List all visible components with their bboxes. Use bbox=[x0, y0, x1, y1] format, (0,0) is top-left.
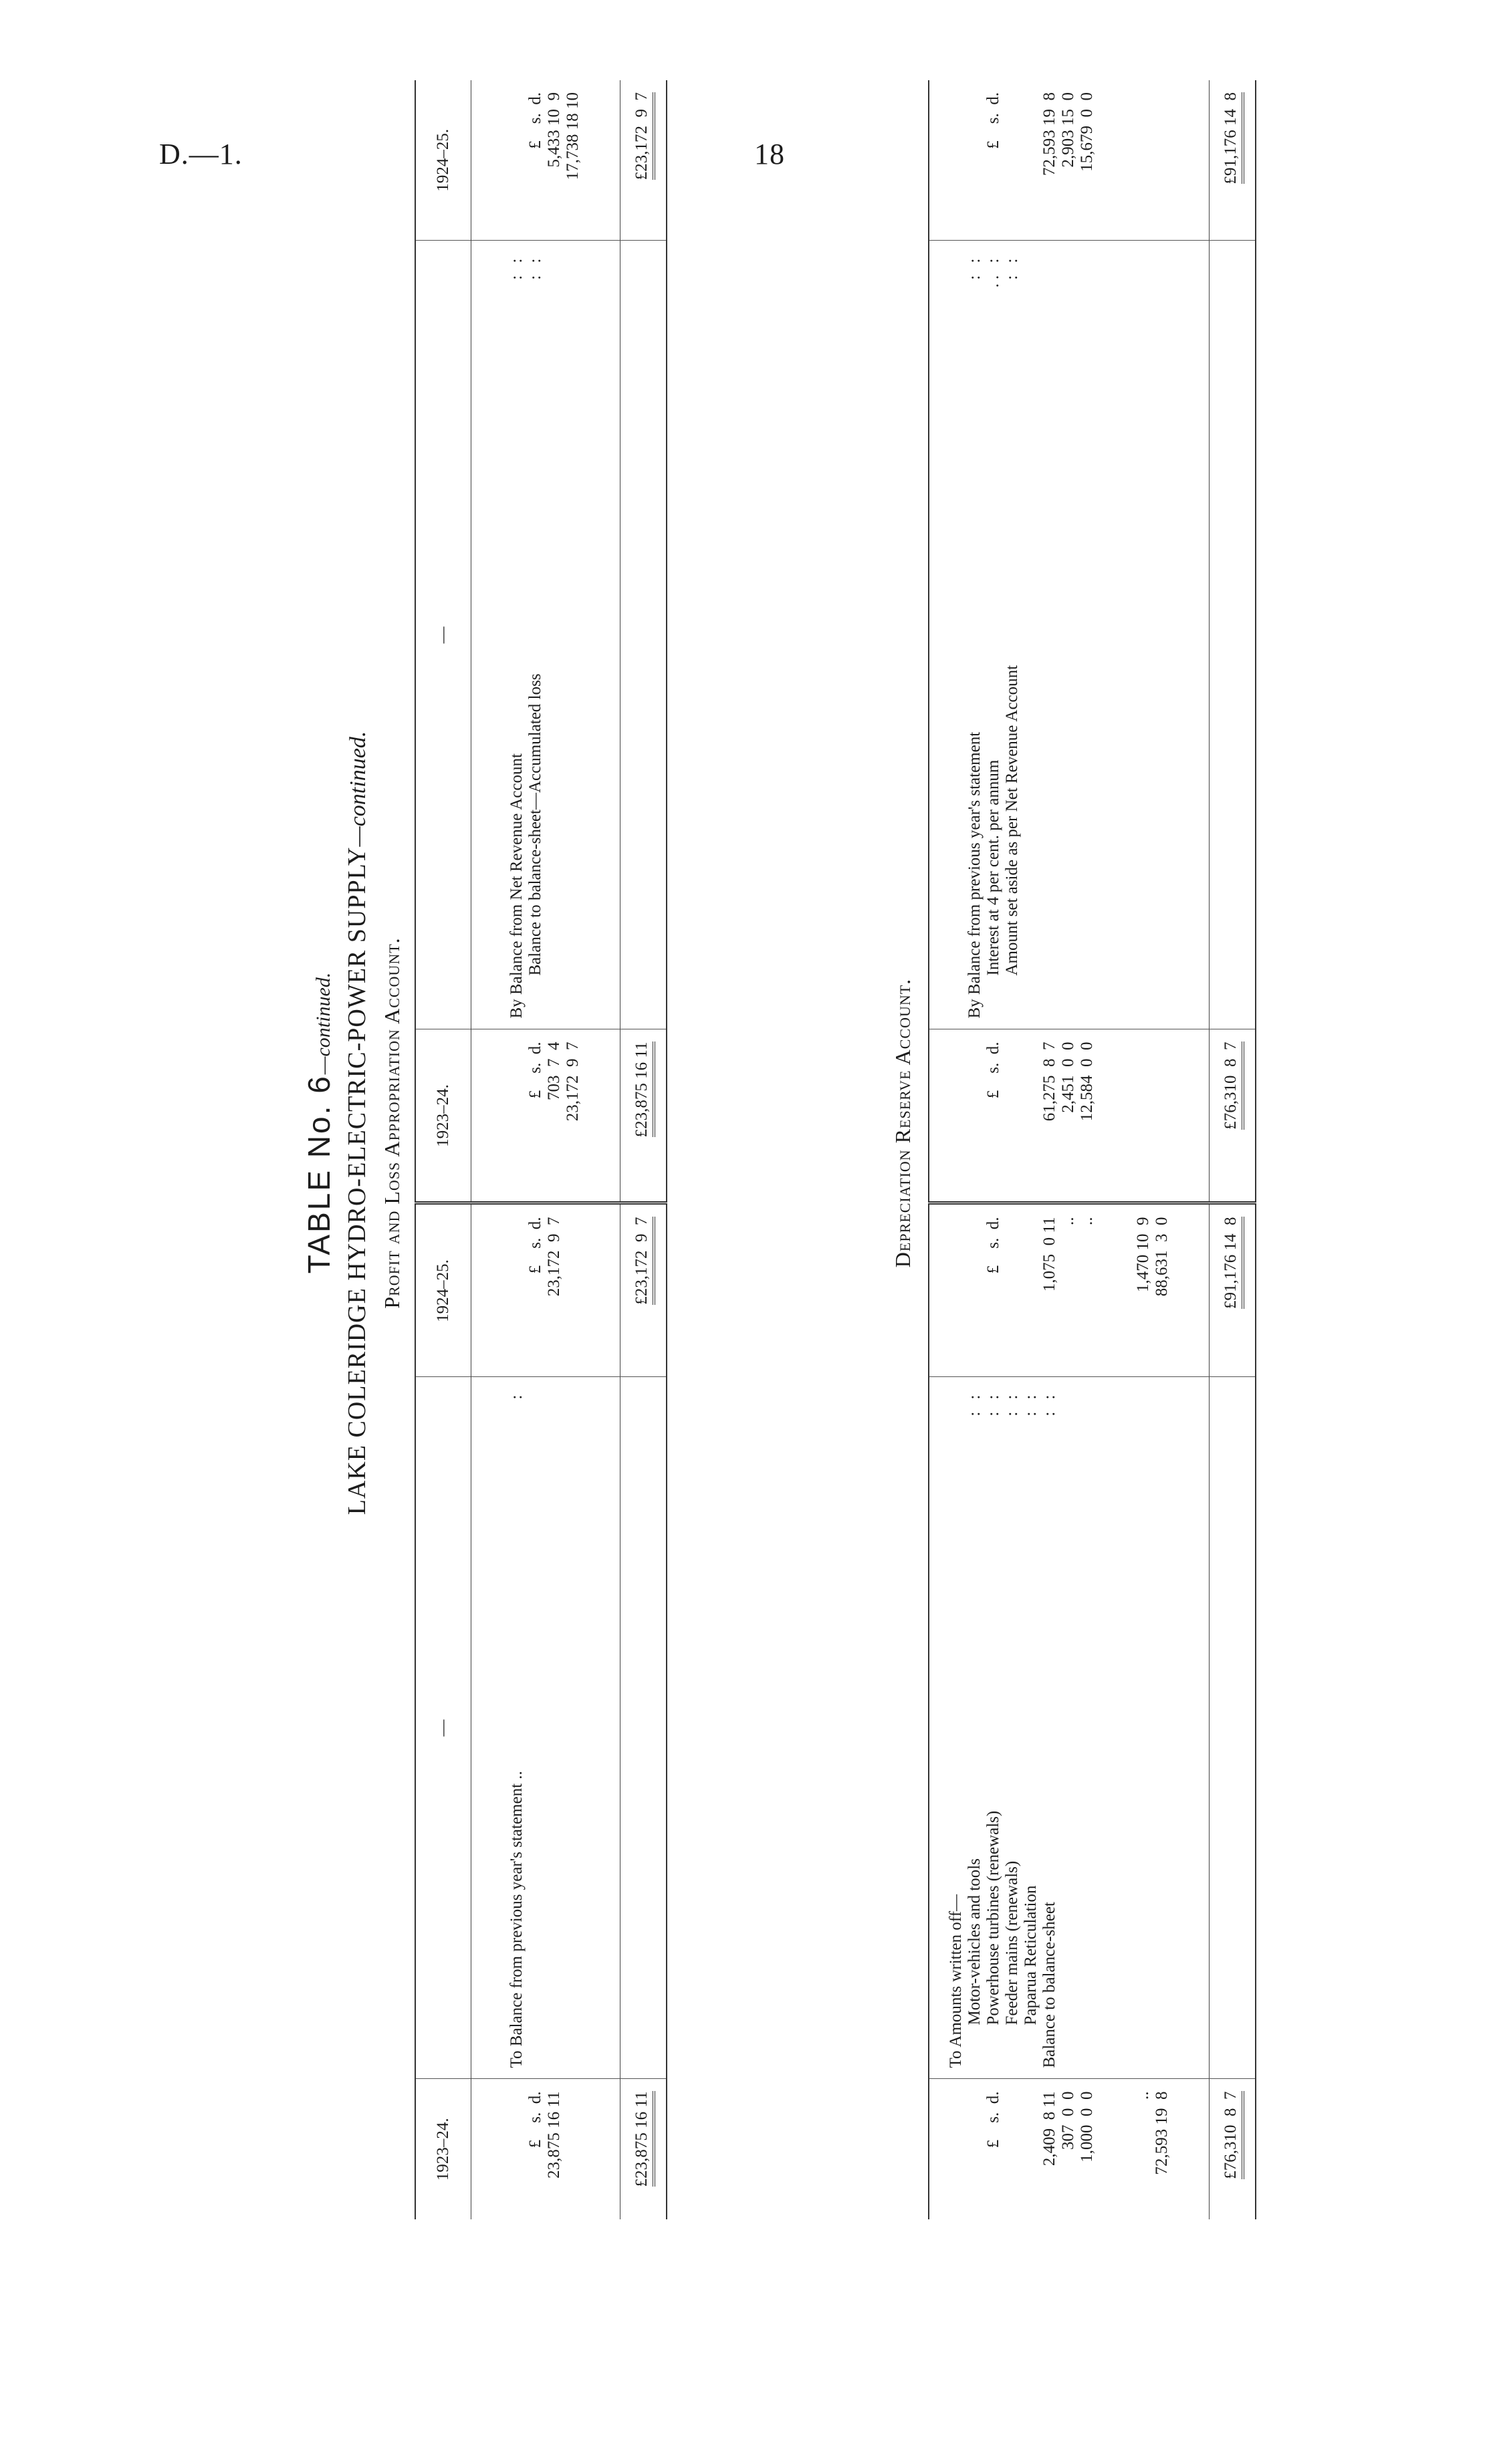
description-cell: By Balance from previous year's statement : : Interest at 4 per cent. per annum .. : Amount set aside as per Net Revenue Account : : bbox=[929, 241, 1210, 1029]
col-header: 1924–25. bbox=[415, 80, 471, 241]
description-cell: By Balance from Net Revenue Account : : Balance to balance-sheet—Accumulated loss : : bbox=[471, 241, 620, 1029]
amount-cell: £ s. d. 23,172 9 7 bbox=[471, 1203, 620, 1377]
col-header: 1923–24. bbox=[415, 2079, 471, 2219]
description-cell: To Balance from previous year's statement .. : bbox=[471, 1377, 620, 2079]
table-row bbox=[929, 80, 1210, 2219]
total-value: £76,310 8 7 bbox=[1220, 2092, 1244, 2179]
amount-cell: £ s. d. 703 7 4 23,172 9 7 bbox=[471, 1029, 620, 1203]
total-value: £91,176 14 8 bbox=[1220, 92, 1244, 184]
supply-title: LAKE COLERIDGE HYDRO-ELECTRIC-POWER SUPPLY—continued. bbox=[343, 731, 371, 1515]
col-header: 1924–25. bbox=[415, 1203, 471, 1377]
col-header: — bbox=[415, 241, 471, 1029]
amount-cell: £ s. d. 2,409 8 11 307 0 0 1,000 0 0 .. 72,593 19 8 bbox=[929, 2079, 1210, 2219]
total-value: £91,176 14 8 bbox=[1220, 1217, 1244, 1310]
depreciation-heading: Depreciation Reserve Account. bbox=[891, 978, 915, 1268]
total-row bbox=[620, 80, 667, 2219]
page-number: 18 bbox=[754, 138, 785, 170]
amount-cell: £ s. d. 61,275 8 7 2,451 0 0 12,584 0 0 bbox=[929, 1029, 1210, 1203]
total-value: £23,875 16 11 bbox=[631, 1042, 655, 1138]
col-header: — bbox=[415, 1377, 471, 2079]
table-header-row bbox=[415, 80, 471, 2219]
rotated-page bbox=[294, 27, 1471, 2219]
col-header: 1923–24. bbox=[415, 1029, 471, 1203]
amount-cell: £ s. d. 23,875 16 11 bbox=[471, 2079, 620, 2219]
table-title: TABLE No. 6—continued. bbox=[302, 972, 336, 1274]
table-row bbox=[471, 80, 620, 2219]
total-value: £76,310 8 7 bbox=[1220, 1042, 1244, 1130]
profit-loss-heading: Profit and Loss Appropriation Account. bbox=[380, 937, 404, 1309]
total-value: £23,172 9 7 bbox=[631, 92, 655, 180]
depreciation-table bbox=[928, 80, 1256, 2219]
description-cell: To Amounts written off— Motor-vehicles and tools : : Powerhouse turbines (renewals) : : Feeder mains (renewals) : : Paparua Reticulation : : Balance to balance-sheet : : bbox=[929, 1377, 1210, 2079]
total-row bbox=[1210, 80, 1256, 2219]
page-code: D.—1. bbox=[159, 138, 243, 170]
amount-cell: £ s. d. 5,433 10 9 17,738 18 10 bbox=[526, 92, 582, 180]
amount-cell: £ s. d. 72,593 19 8 2,903 15 0 15,679 0 0 bbox=[984, 92, 1096, 176]
total-value: £23,172 9 7 bbox=[631, 1217, 655, 1305]
amount-cell: £ s. d. 1,075 0 11 .. .. 1,470 10 9 88,631 3 0 bbox=[929, 1203, 1210, 1377]
profit-loss-table bbox=[415, 80, 667, 2219]
total-value: £23,875 16 11 bbox=[631, 2092, 655, 2187]
